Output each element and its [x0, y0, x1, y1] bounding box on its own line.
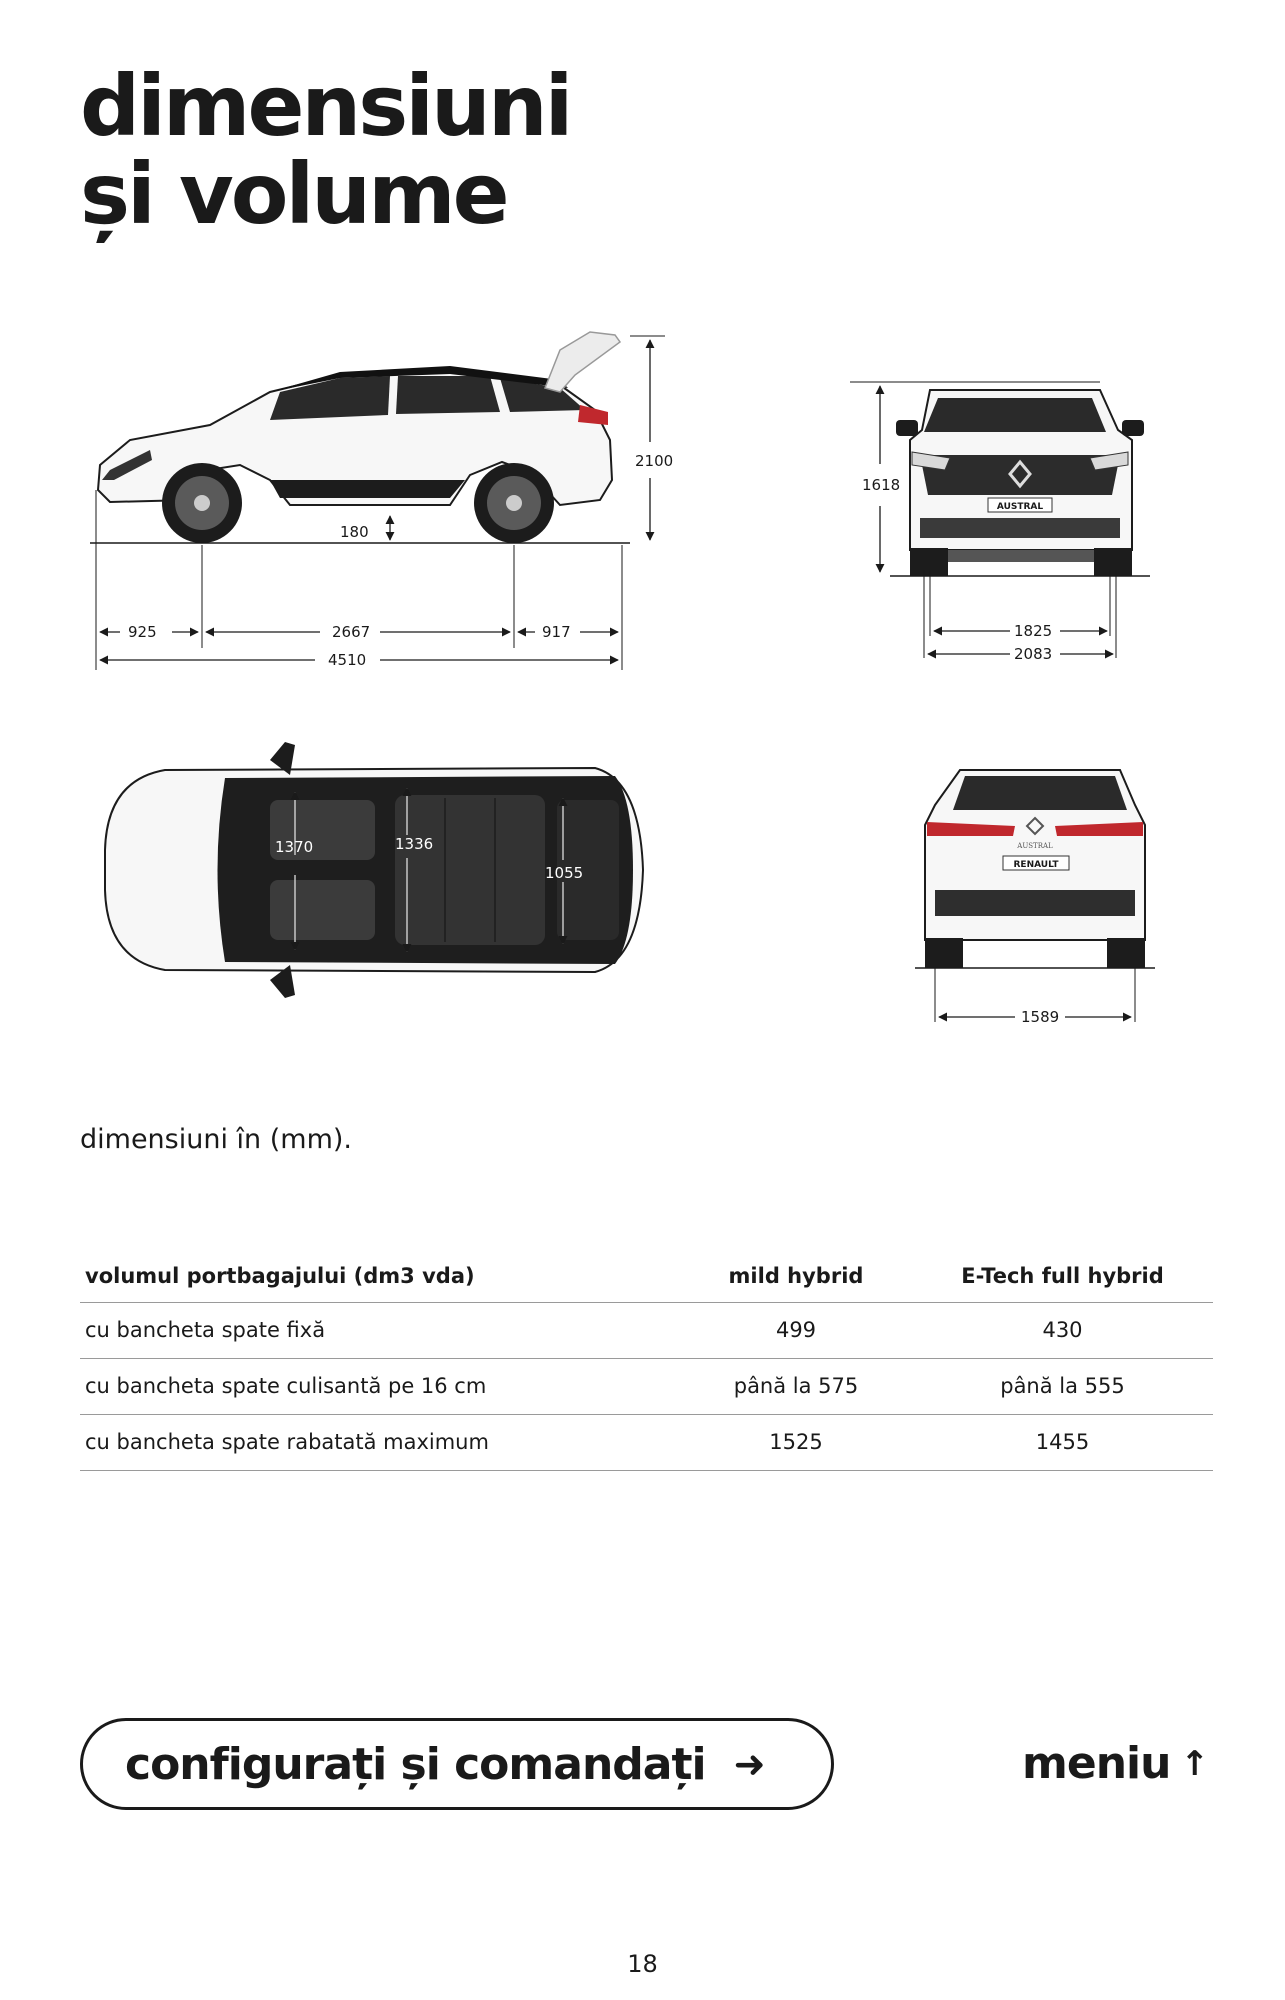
- table-row: [80, 1358, 1213, 1414]
- configure-order-label: configurați și comandați: [125, 1738, 706, 1790]
- side-height-label: 2100: [635, 452, 674, 470]
- title-line-2: și volume: [80, 145, 507, 243]
- rear-script-text: AUSTRAL: [1017, 842, 1053, 850]
- page-title: [80, 57, 571, 243]
- table-header-row: [80, 1248, 1213, 1302]
- table-header: volumul portbagajului (dm3 vda): [80, 1248, 680, 1302]
- arrow-up-icon: ↑: [1180, 1743, 1208, 1784]
- front-car-illustration: [890, 390, 1150, 576]
- rear-view-diagram: [905, 760, 1185, 1040]
- boot-width-label: 1055: [545, 864, 584, 882]
- table-cell: 1525: [680, 1414, 912, 1470]
- length-label: 4510: [328, 651, 367, 669]
- front-plate-text: AUSTRAL: [996, 502, 1044, 512]
- front-height-label: 1618: [862, 476, 901, 494]
- ground-clearance-label: 180: [340, 523, 369, 541]
- rear-overhang-label: 917: [542, 623, 571, 641]
- table-header: mild hybrid: [680, 1248, 912, 1302]
- rear-elbow-label: 1336: [395, 835, 434, 853]
- table-cell: până la 575: [680, 1358, 912, 1414]
- table-cell: cu bancheta spate fixă: [80, 1302, 680, 1358]
- menu-label: meniu: [1022, 1738, 1171, 1789]
- page-number: 18: [627, 1950, 658, 1978]
- boot-volume-table: [80, 1248, 1213, 1471]
- table-header: E-Tech full hybrid: [912, 1248, 1213, 1302]
- configure-order-button[interactable]: [80, 1718, 834, 1810]
- table-cell: cu bancheta spate culisantă pe 16 cm: [80, 1358, 680, 1414]
- table-cell: până la 555: [912, 1358, 1213, 1414]
- wheelbase-label: 2667: [332, 623, 371, 641]
- front-overhang-label: 925: [128, 623, 157, 641]
- table-row: [80, 1302, 1213, 1358]
- front-width-mirrors-label: 2083: [1014, 645, 1053, 663]
- unit-note: dimensiuni în (mm).: [80, 1124, 352, 1155]
- rear-car-illustration: [915, 770, 1155, 968]
- front-view-diagram: [850, 370, 1180, 670]
- front-elbow-label: 1370: [275, 838, 314, 856]
- front-width-label: 1825: [1014, 622, 1053, 640]
- menu-link[interactable]: [1022, 1738, 1208, 1789]
- table-cell: 499: [680, 1302, 912, 1358]
- table-cell: cu bancheta spate rabatată maximum: [80, 1414, 680, 1470]
- rear-badge-text: RENAULT: [1013, 860, 1059, 870]
- table-cell: 1455: [912, 1414, 1213, 1470]
- title-line-1: dimensiuni: [80, 57, 571, 155]
- table-row: [80, 1414, 1213, 1470]
- table-cell: 430: [912, 1302, 1213, 1358]
- top-view-diagram: [95, 740, 655, 1020]
- rear-track-label: 1589: [1021, 1008, 1060, 1026]
- side-view-diagram: [90, 330, 710, 690]
- side-car-illustration: [90, 332, 630, 543]
- arrow-right-icon: ➜: [733, 1742, 765, 1786]
